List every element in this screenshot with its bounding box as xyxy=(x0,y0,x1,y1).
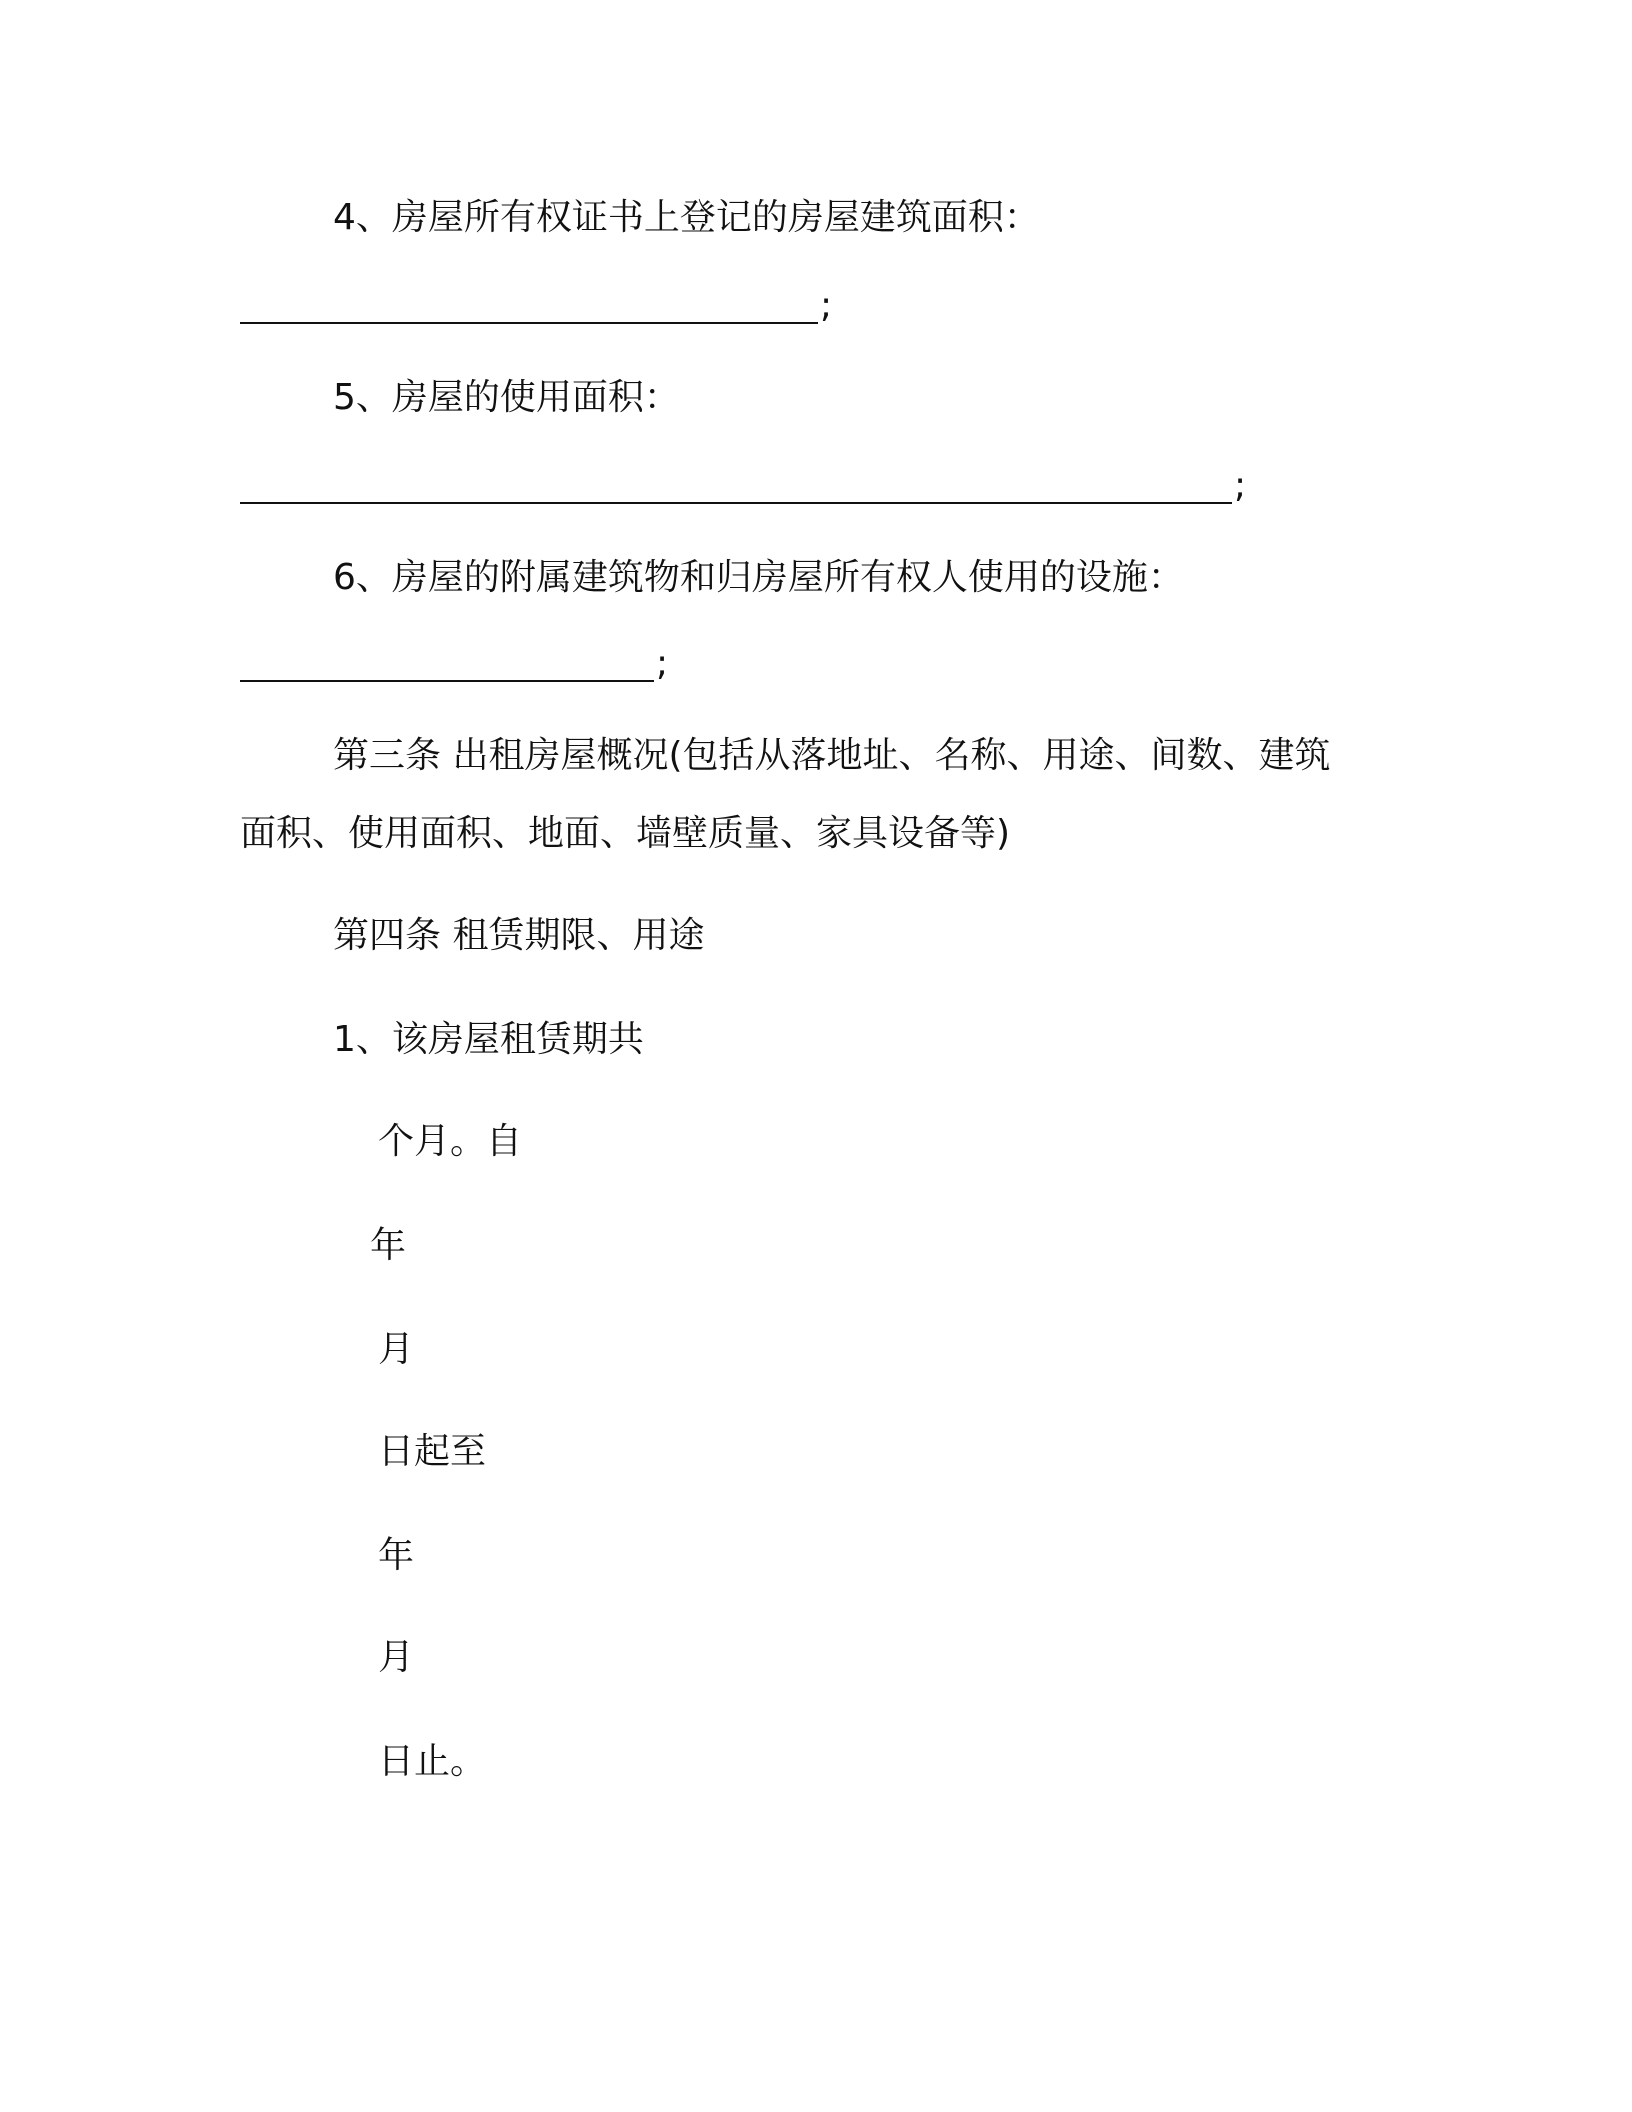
item-5-fill-in xyxy=(240,462,1246,510)
article-3-line-1: 第三条 出租房屋概况(包括从落地址、名称、用途、间数、建筑 xyxy=(333,735,1331,776)
item-5-label: 5、房屋的使用面积： xyxy=(333,377,680,418)
article-3-line-2: 面积、使用面积、地面、墙壁质量、家具设备等) xyxy=(240,813,1011,854)
item-6-semicolon: ; xyxy=(656,643,669,684)
months-from: 个月。自 xyxy=(378,1121,523,1162)
item-5-blank[interactable] xyxy=(240,466,1232,504)
item-6-label: 6、房屋的附属建筑物和归房屋所有权人使用的设施： xyxy=(333,557,1184,598)
item-6-blank[interactable] xyxy=(240,644,654,682)
item-4-label: 4、房屋所有权证书上登记的房屋建筑面积： xyxy=(333,197,1040,238)
article-4-title: 第四条 租赁期限、用途 xyxy=(333,915,705,956)
month-start: 月 xyxy=(378,1329,415,1370)
term-intro: 1、该房屋租赁期共 xyxy=(333,1019,644,1060)
item-4-fill-in xyxy=(240,282,832,330)
day-end: 日止。 xyxy=(378,1741,487,1782)
month-end: 月 xyxy=(378,1637,415,1678)
year-end: 年 xyxy=(378,1535,415,1576)
item-5-semicolon: ; xyxy=(1234,465,1247,506)
item-6-fill-in xyxy=(240,640,668,688)
day-start-to: 日起至 xyxy=(378,1431,487,1472)
item-4-semicolon: ; xyxy=(820,285,833,326)
year-start: 年 xyxy=(370,1225,407,1266)
item-4-blank[interactable] xyxy=(240,286,818,324)
